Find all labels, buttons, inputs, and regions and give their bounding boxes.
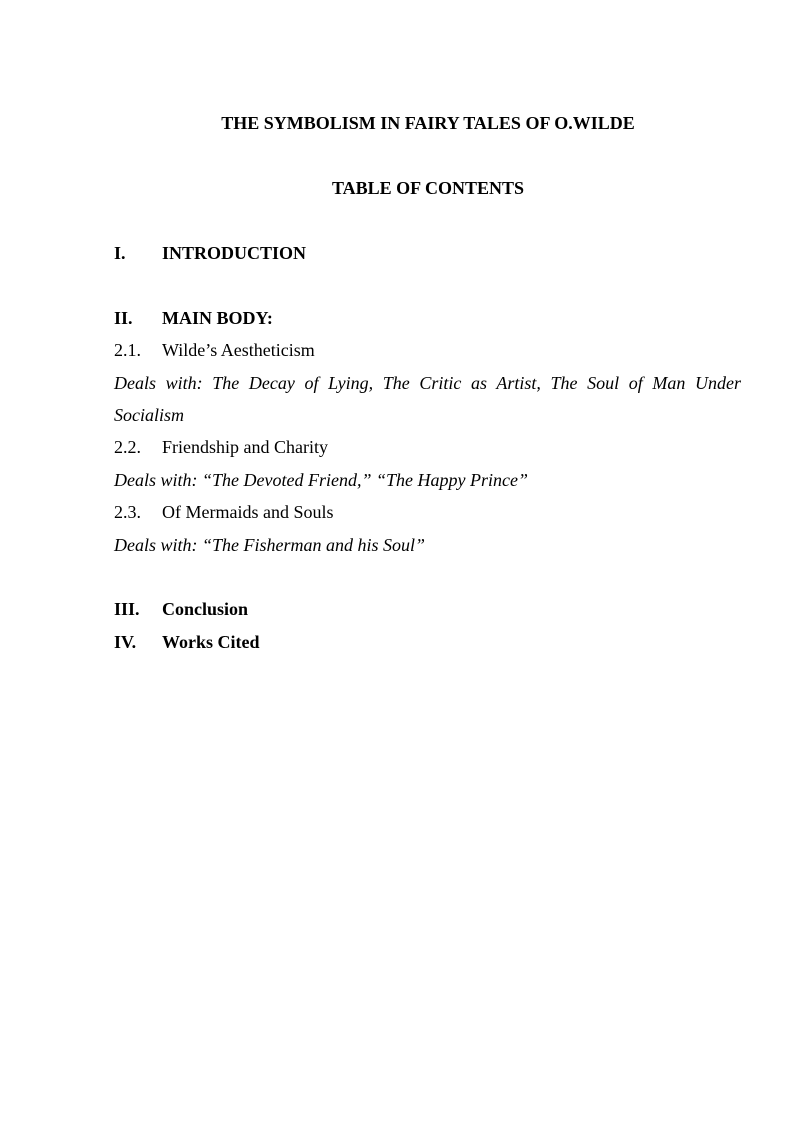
deals-with-note: Deals with: “The Fisherman and his Soul” [114, 535, 426, 555]
deals-with-note: Deals with: The Decay of Lying, The Critic as Artist, The Soul of Man Under [114, 373, 741, 393]
toc-subentry-friendship [114, 437, 328, 459]
toc-subentry-label: Of Mermaids and Souls [162, 502, 334, 522]
deals-with-note-continued: Socialism [114, 405, 184, 425]
toc-entry-label: Works Cited [162, 632, 260, 652]
toc-subentry-label: Wilde’s Aestheticism [162, 340, 315, 360]
toc-entry-number: III. [114, 599, 140, 619]
toc-entry-introduction [114, 243, 306, 265]
toc-subentry-mermaids [114, 502, 333, 524]
toc-subentry-aestheticism [114, 340, 315, 362]
toc-entry-main-body [114, 308, 273, 330]
toc-subentry-number: 2.2. [114, 437, 141, 457]
toc-entry-number: IV. [114, 632, 137, 652]
toc-entry-label: INTRODUCTION [162, 243, 307, 263]
toc-entry-number: I. [114, 243, 126, 263]
deals-with-note: Deals with: “The Devoted Friend,” “The Happy Prince” [114, 470, 528, 490]
toc-heading: TABLE OF CONTENTS [331, 178, 525, 198]
toc-entry-number: II. [114, 308, 133, 328]
toc-subentry-label: Friendship and Charity [162, 437, 328, 457]
toc-entry-label: MAIN BODY: [162, 308, 273, 328]
toc-subentry-number: 2.3. [114, 502, 141, 522]
toc-entry-label: Conclusion [162, 599, 249, 619]
toc-entry-works-cited [114, 632, 260, 654]
toc-subentry-number: 2.1. [114, 340, 141, 360]
toc-entry-conclusion [114, 599, 248, 621]
document-title: THE SYMBOLISM IN FAIRY TALES OF O.WILDE [221, 113, 635, 133]
